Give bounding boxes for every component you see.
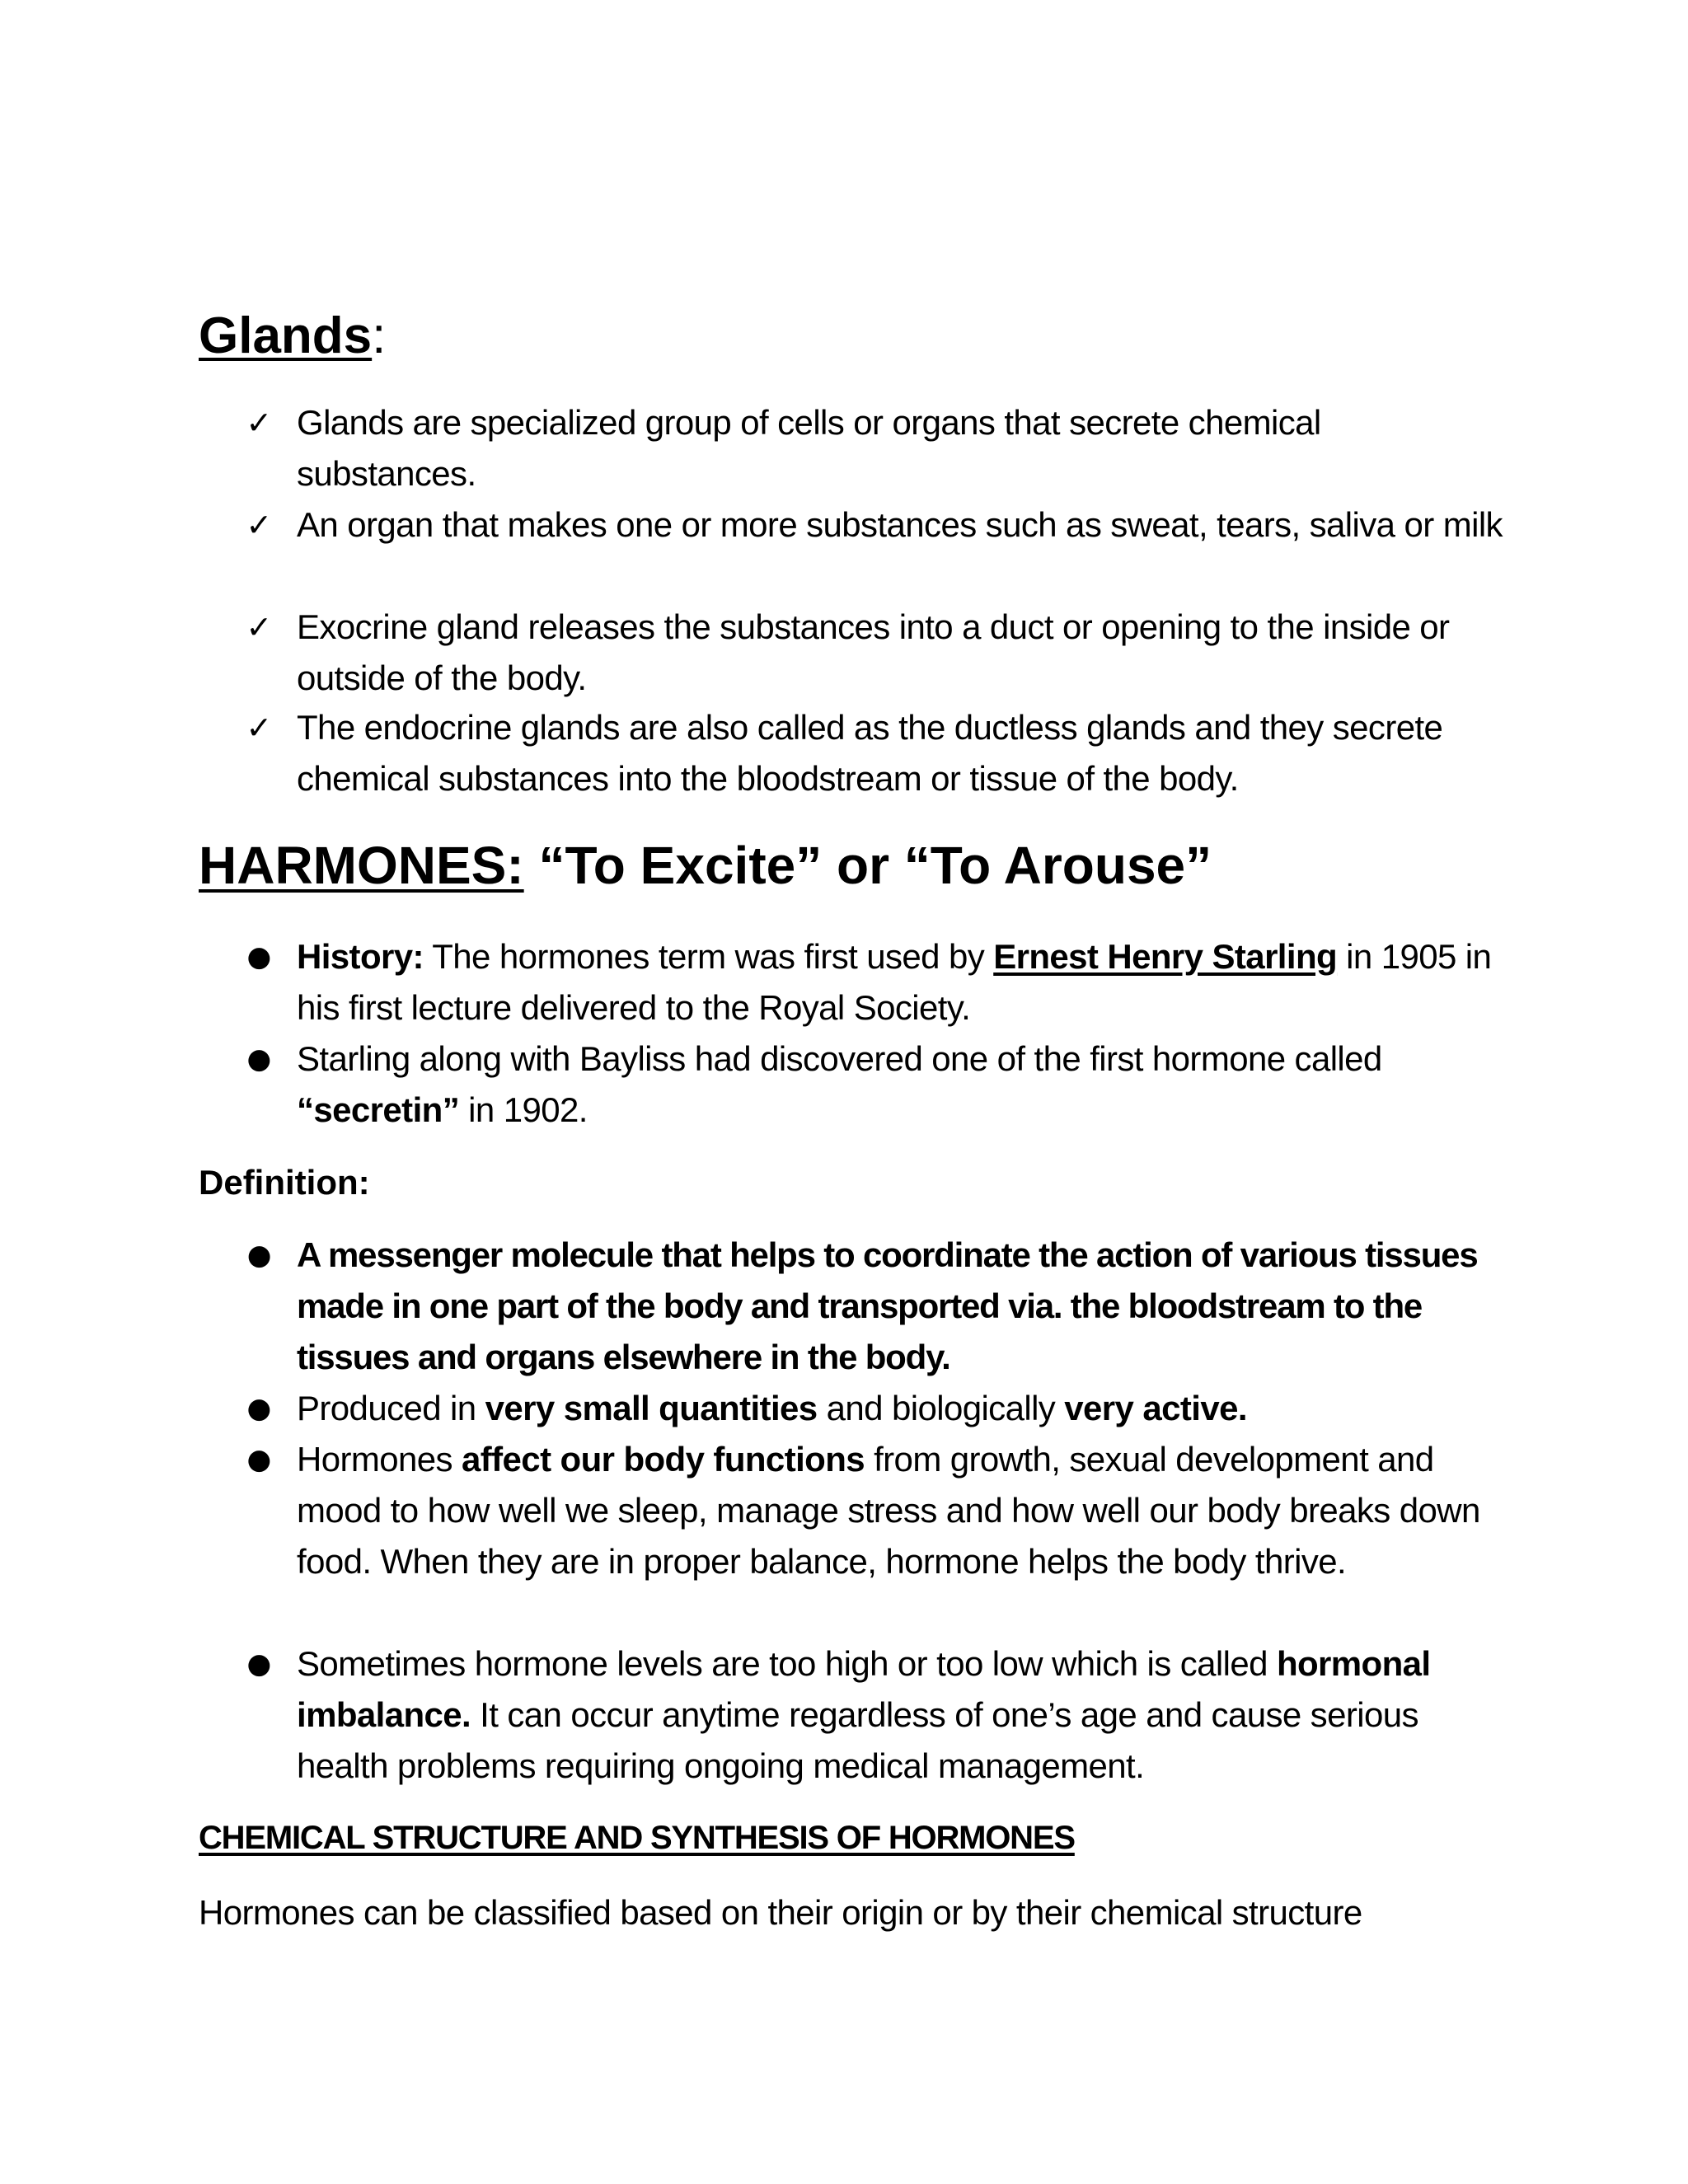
definition-emphasis: very small quantities xyxy=(485,1389,818,1427)
glands-list-item xyxy=(246,499,1508,551)
bullet-icon: ● xyxy=(246,1647,271,1680)
glands-list-item xyxy=(246,602,1508,704)
bullet-icon: ● xyxy=(246,1043,271,1076)
definition-text: Hormones xyxy=(297,1440,462,1479)
definition-list-item xyxy=(246,1383,1508,1434)
checkmark-icon: ✓ xyxy=(246,710,272,746)
definition-text: and biologically xyxy=(817,1389,1065,1427)
checkmark-icon: ✓ xyxy=(246,507,272,543)
starling-name-link: Ernest Henry Starling xyxy=(993,937,1338,976)
glands-heading-colon: : xyxy=(372,307,387,364)
definition-item-text: A messenger molecule that helps to coordinate the action of various tissues made in one part of the body and transported via. the bloodstream to the tissues and organs elsewhere in the body. xyxy=(297,1235,1478,1376)
definition-text: Sometimes hormone levels are too high or too low which is called xyxy=(297,1644,1277,1683)
starling-text-1: Starling along with Bayliss had discovered one of the first hormone called xyxy=(297,1039,1382,1078)
glands-list-item xyxy=(246,397,1508,499)
harmones-subtitle: “To Excite” or “To Arouse” xyxy=(538,836,1212,895)
history-text-2: in 1905 in his first lecture delivered to the Royal Society. xyxy=(297,937,1492,1027)
glands-item-text: Exocrine gland releases the substances into a duct or opening to the inside or outside of the body. xyxy=(297,607,1450,697)
definition-text: Produced in xyxy=(297,1389,485,1427)
glands-item-text: Glands are specialized group of cells or organs that secrete chemical substances. xyxy=(297,403,1321,493)
chemical-structure-title: CHEMICAL STRUCTURE AND SYNTHESIS OF HORMONES xyxy=(199,1820,1075,1856)
glands-item-text: The endocrine glands are also called as the ductless glands and they secrete chemical substances into the bloodstream or tissue of the body. xyxy=(297,708,1443,798)
bullet-icon: ● xyxy=(246,1239,271,1272)
glands-list-item xyxy=(246,702,1508,804)
harmones-heading-text: HARMONES: xyxy=(199,836,524,895)
history-list-item xyxy=(246,931,1508,1033)
secretin-term: “secretin” xyxy=(297,1090,460,1129)
bullet-icon: ● xyxy=(246,1443,271,1476)
definition-list-item xyxy=(246,1638,1508,1792)
definition-emphasis: hormonal imbalance. xyxy=(297,1644,1431,1734)
checkmark-icon: ✓ xyxy=(246,405,272,441)
chemical-structure-text: Hormones can be classified based on their origin or by their chemical structure xyxy=(199,1893,1362,1932)
bullet-icon: ● xyxy=(246,940,271,973)
glands-heading xyxy=(199,303,386,369)
bullet-icon: ● xyxy=(246,1392,271,1425)
checkmark-icon: ✓ xyxy=(246,609,272,645)
definition-emphasis: affect our body functions xyxy=(462,1440,865,1479)
glands-heading-text: Glands xyxy=(199,307,373,364)
glands-item-text: An organ that makes one or more substances such as sweat, tears, saliva or milk xyxy=(297,505,1503,544)
definition-list-item xyxy=(246,1434,1508,1587)
starling-text-2: in 1902. xyxy=(459,1090,588,1129)
history-text-1: The hormones term was first used by xyxy=(423,937,994,976)
history-label: History: xyxy=(297,937,424,976)
starling-list-item xyxy=(246,1033,1508,1136)
definition-title: Definition: xyxy=(199,1163,370,1202)
definition-text: from growth, sexual development and mood to how well we sleep, manage stress and how well our body breaks down food. When they are in proper balance, hormone helps the body thrive. xyxy=(297,1440,1480,1581)
definition-text: It can occur anytime regardless of one’s age and cause serious health problems requiring ongoing medical management. xyxy=(297,1695,1418,1785)
definition-emphasis: very active. xyxy=(1064,1389,1247,1427)
definition-list-item xyxy=(246,1230,1508,1383)
harmones-heading xyxy=(199,831,1212,900)
